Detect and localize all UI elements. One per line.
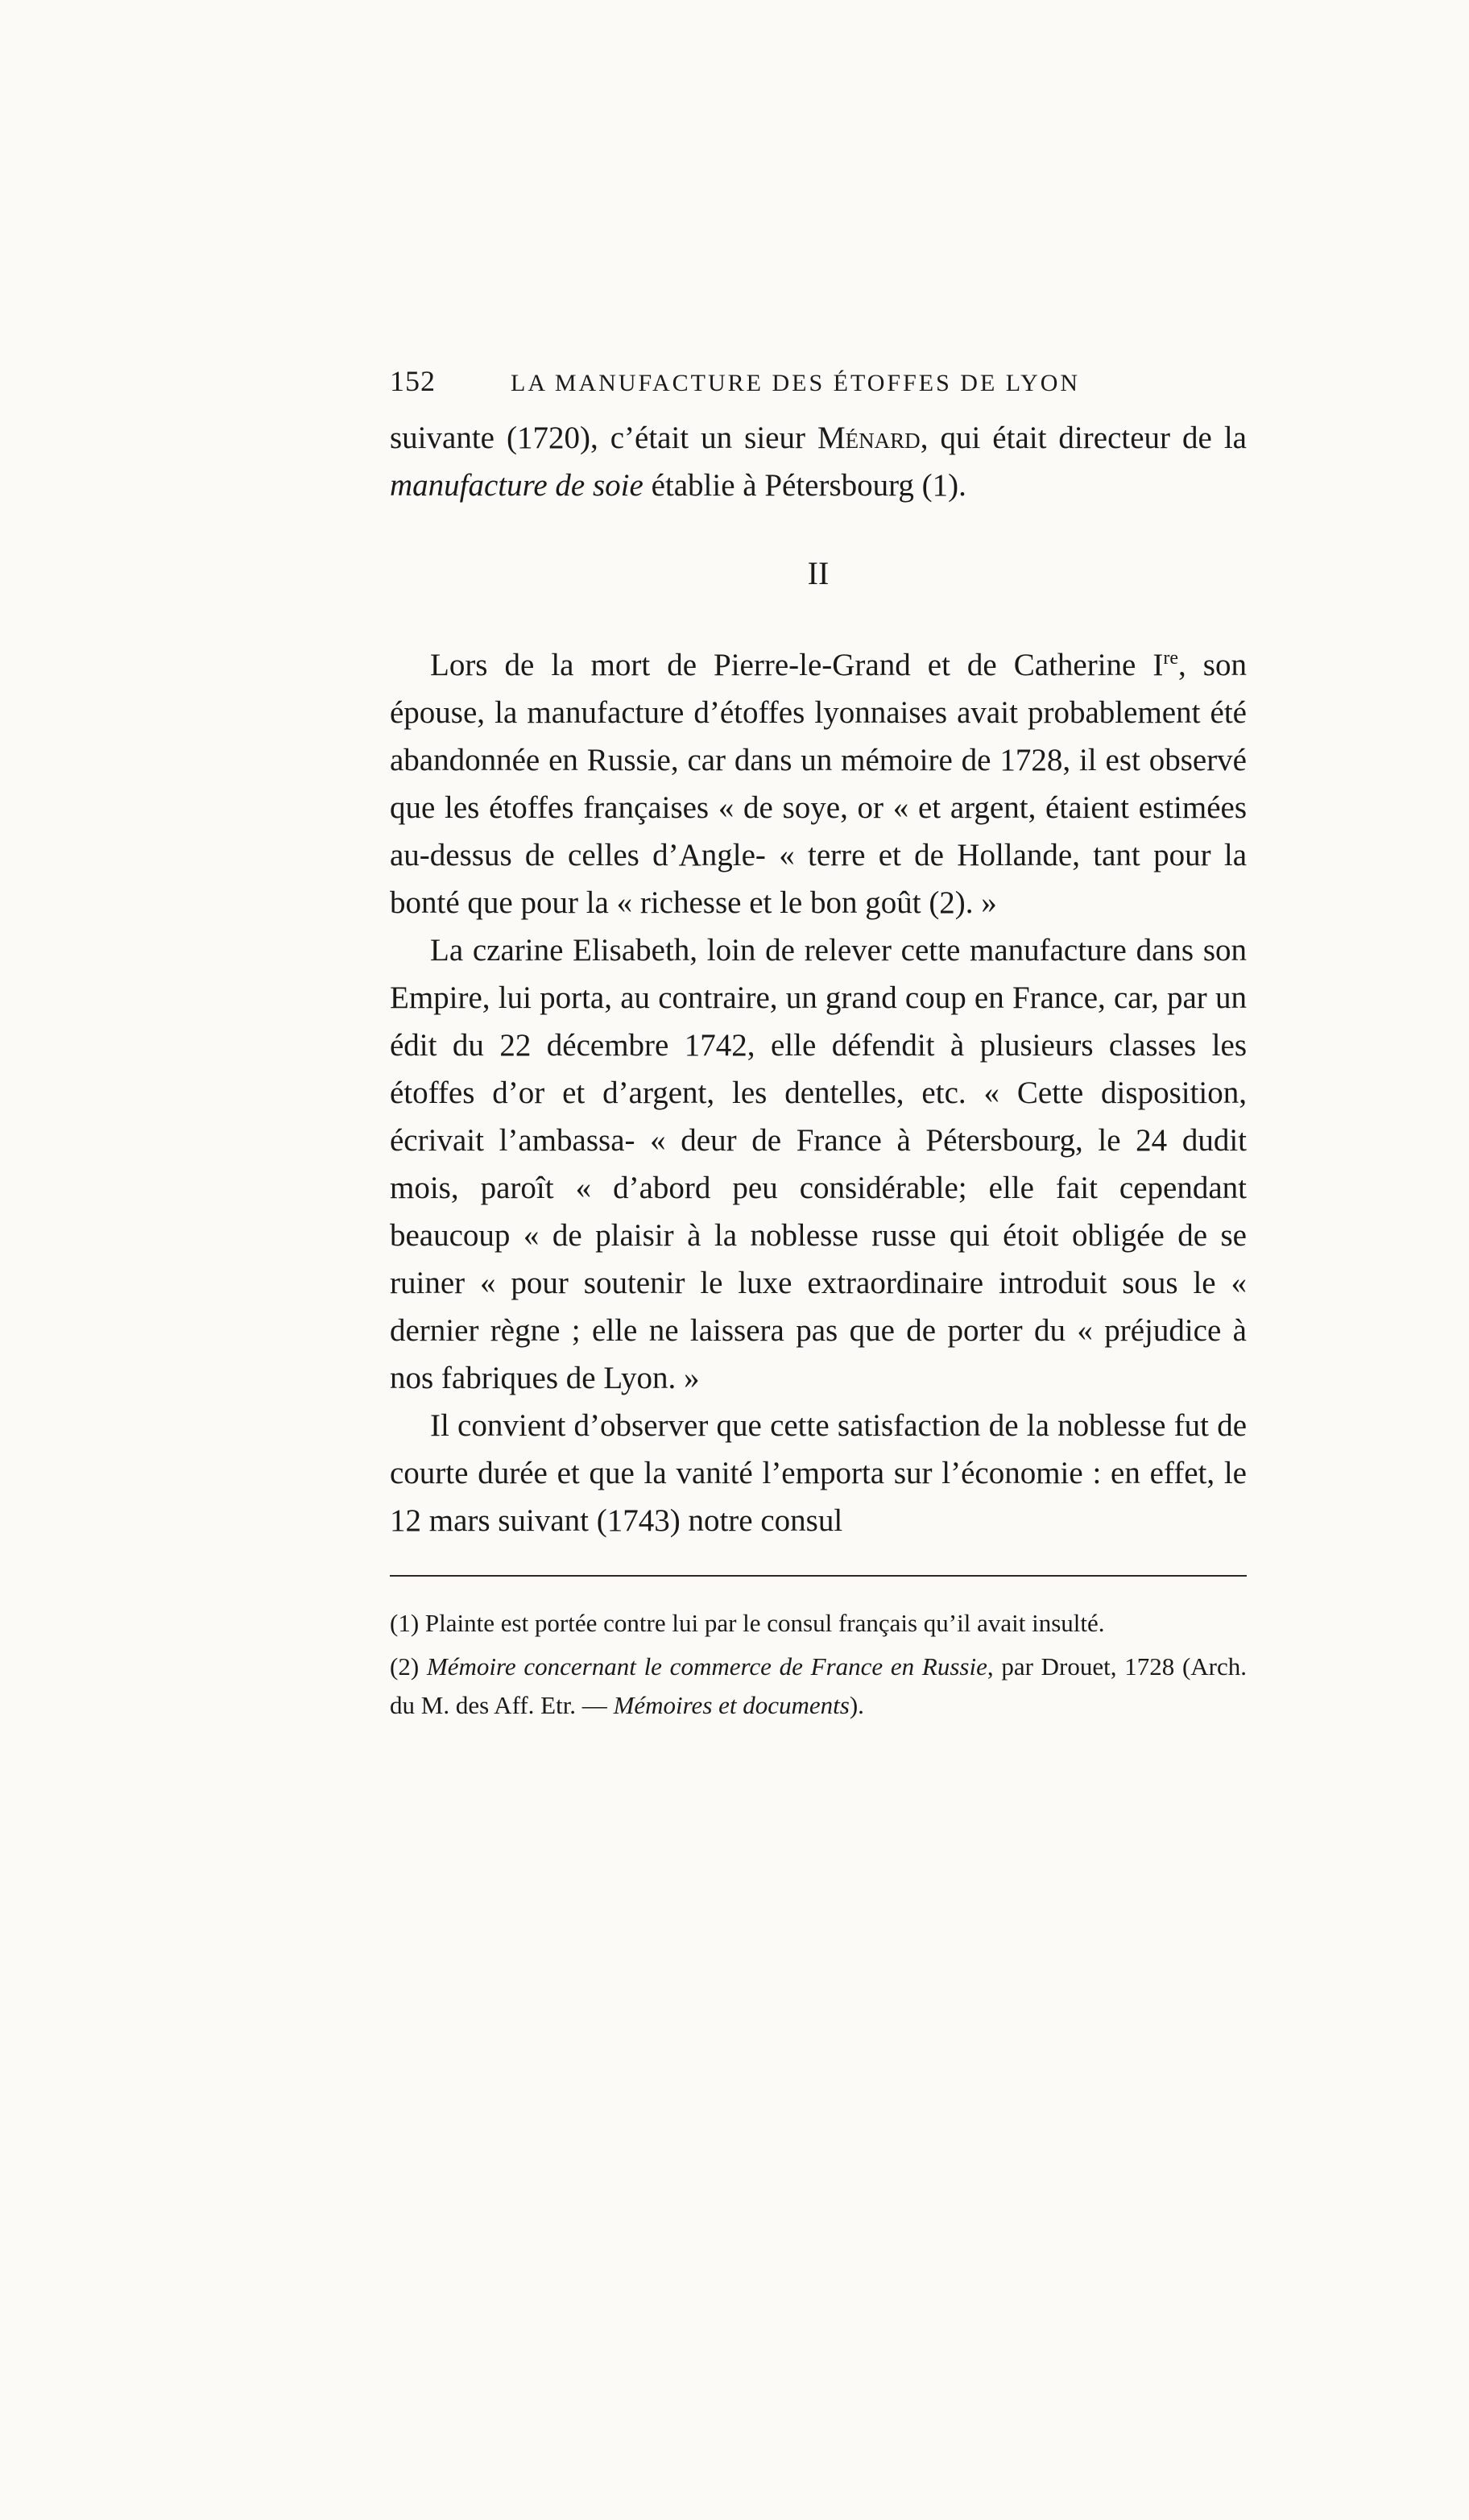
section-heading: II xyxy=(807,555,830,591)
running-title: LA MANUFACTURE DES ÉTOFFES DE LYON xyxy=(511,370,1081,396)
paragraph-2-text-b: , son épouse, la manufacture d’étoffes lyonnaises avait probablement été abandonnée en Russie, car dans un mémoire de 1728, il est observé que les étoffes françaises « de soye, or « et argent, étaient estimées au-dessus de celles d’Angle- « terre et de Hollande, tant pour la bonté que pour la « richesse et le bon goût (2). » xyxy=(390,648,1247,920)
footnote-2-title: Mémoire concernant le commerce de France en Russie xyxy=(426,1652,987,1681)
paragraph-1-text-b: , qui était directeur de la xyxy=(920,421,1247,455)
page-number: 152 xyxy=(390,365,436,397)
footnote-2-text-b: , par Drouet, 1728 (Arch. du M. des Aff. Etr. — xyxy=(390,1652,1247,1719)
person-name: Ménard xyxy=(817,421,921,455)
book-page xyxy=(390,364,1247,1730)
paragraph-2 xyxy=(390,641,1247,926)
paragraph-1 xyxy=(390,414,1247,509)
running-head xyxy=(390,364,1247,414)
paragraph-3: La czarine Elisabeth, loin de relever cette manufacture dans son Empire, lui porta, au contraire, un grand coup en France, car, par un édit du 22 décembre 1742, elle défendit à plusieurs classes les étoffes d’or et d’argent, les dentelles, etc. « Cette disposition, écrivait l’ambassa- « deur de France à Pétersbourg, le 24 dudit mois, paroît « d’abord peu considérable; elle fait cependant beaucoup « de plaisir à la noblesse russe qui étoit obligée de se ruiner « pour soutenir le luxe extraordinaire introduit sous le « dernier règne ; elle ne laissera pas que de porter du « préjudice à nos fabriques de Lyon. » xyxy=(390,933,1247,1395)
paragraph-1-text-a: suivante (1720), c’était un sieur xyxy=(390,421,817,455)
footnote-2-source: Mémoires et documents xyxy=(613,1691,850,1719)
footnote-rule xyxy=(390,1575,1247,1577)
paragraph-4: Il convient d’observer que cette satisfaction de la noblesse fut de courte durée et que la vanité l’emporta sur l’économie : en effet, le 12 mars suivant (1743) notre consul xyxy=(390,1408,1247,1538)
main-text xyxy=(390,414,1247,1544)
italic-phrase: manufacture de soie xyxy=(390,468,643,503)
paragraph-1-text-c: établie à Pétersbourg (1). xyxy=(643,468,966,503)
footnote-2-text-a: (2) xyxy=(390,1652,427,1681)
footnote-2 xyxy=(390,1648,1247,1725)
footnotes xyxy=(390,1604,1247,1725)
paragraph-2-text-a: Lors de la mort de Pierre-le-Grand et de Catherine I xyxy=(430,648,1164,682)
superscript: re xyxy=(1163,648,1179,669)
footnote-1: (1) Plainte est portée contre lui par le consul français qu’il avait insulté. xyxy=(390,1609,1105,1637)
footnote-2-text-c: ). xyxy=(849,1691,864,1719)
